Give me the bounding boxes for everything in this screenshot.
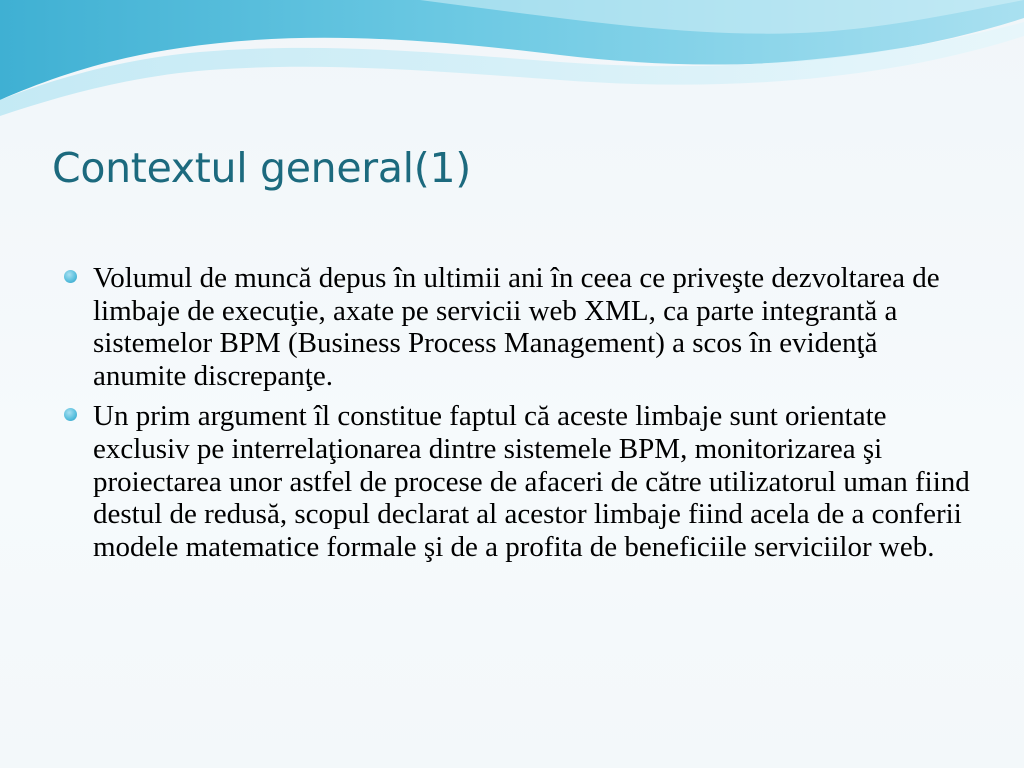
slide-title: Contextul general(1) [52,144,471,192]
bullet-dot-icon [64,270,77,283]
bullet-text: Volumul de muncă depus în ultimii ani în ceea ce priveşte dezvoltarea de limbaje de execuţie, axate pe servicii web XML, ca parte integrantă a sistemelor BPM (Business Process Management) a scos în evidenţă anumite discrepanţe. [93,262,940,392]
bullet-item [62,262,972,392]
bullet-dot-icon [64,408,77,421]
bullet-list [62,262,972,571]
header-wave-decoration [0,0,1024,120]
bullet-item [62,400,972,563]
bullet-text: Un prim argument îl constitue faptul că aceste limbaje sunt orientate exclusiv pe interrelaţionarea dintre sistemele BPM, monitorizarea şi proiectarea unor astfel de procese de afaceri de către utilizatorul uman fiind destul de redusă, scopul declarat al acestor limbaje fiind acela de a conferii modele matematice formale şi de a profita de beneficiile serviciilor web. [93,400,970,563]
